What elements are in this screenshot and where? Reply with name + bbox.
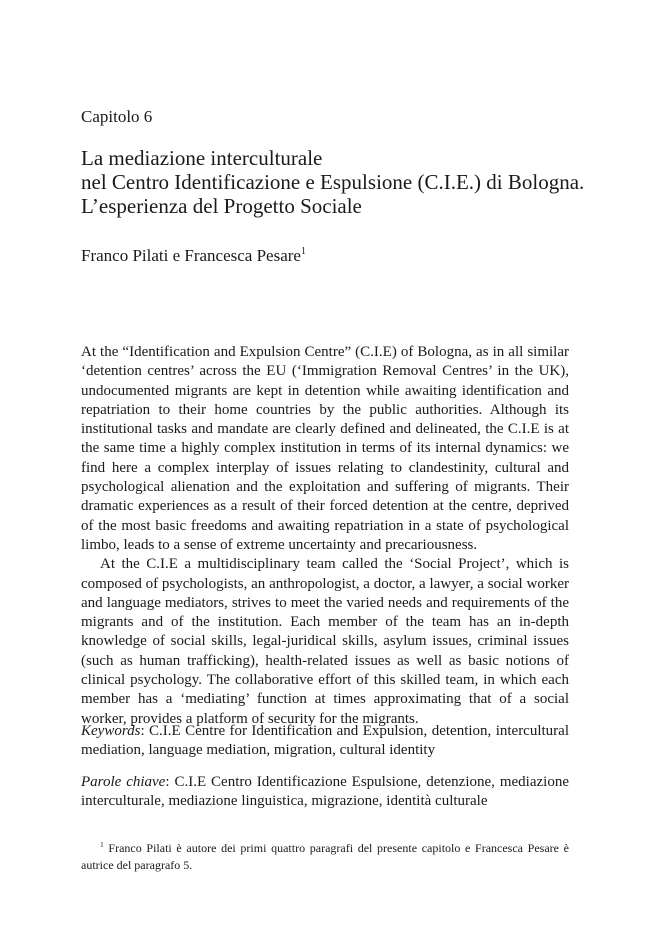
footnote-paragraph xyxy=(81,840,569,874)
chapter-label: Capitolo 6 xyxy=(81,107,153,126)
author-names: Franco Pilati e Francesca Pesare xyxy=(81,246,301,265)
chapter-title-line-2: nel Centro Identificazione e Espulsione (C.I.E.) di Bologna. xyxy=(81,170,585,194)
chapter-title-line-1: La mediazione interculturale xyxy=(81,146,323,170)
chapter-title xyxy=(81,146,585,218)
keywords xyxy=(81,722,569,761)
abstract xyxy=(81,343,569,729)
chapter-title-line-3: L’esperienza del Progetto Sociale xyxy=(81,194,362,218)
author-footnote-marker[interactable]: 1 xyxy=(300,246,306,257)
abstract-paragraph-2: At the C.I.E a multidisciplinary team called the ‘Social Project’, which is composed of psychologists, an anthropologist, a doctor, a lawyer, a social worker and language mediators, strives to meet the varied needs and requirements of the migrants and of the institution. Each member of the team has an in-depth knowledge of social skills, legal-juridical skills, asylum issues, criminal issues (such as human trafficking), health-related issues as well as basic notions of clinical psychology. The collaborative effort of this skilled team, in which each member has a ‘mediating’ function at times approximating that of a social worker, provides a platform of security for the migrants. xyxy=(81,556,569,727)
keywords-label: Keywords xyxy=(81,723,141,739)
authors xyxy=(81,246,306,266)
footnote-text: Franco Pilati è autore dei primi quattro paragrafi del presente capitolo e Francesca Pesare è autrice del paragrafo 5. xyxy=(81,841,569,872)
keywords-text: : C.I.E Centre for Identification and Expulsion, detention, intercultural mediation, language mediation, migration, cultural identity xyxy=(81,723,569,759)
parole-chiave-label: Parole chiave xyxy=(81,774,166,790)
parole-chiave xyxy=(81,773,569,812)
abstract-paragraph-1: At the “Identification and Expulsion Centre” (C.I.E) of Bologna, as in all similar ‘detention centres’ across the EU (‘Immigration Removal Centres’ in the UK), undocumented migrants are kept in detention while awaiting identification and repatriation to their home countries by the public authorities. Although its institutional tasks and mandate are clearly defined and delineated, the C.I.E is at the same time a highly complex institution in terms of its internal dynamics: we find here a complex interplay of issues relating to clandestinity, cultural and psychological alienation and the exploitation and suffering of migrants. Their dramatic experiences as a result of their forced detention at the centre, deprived of the most basic freedoms and awaiting repatriation in a state of psychological limbo, leads to a sense of extreme uncertainty and precariousness. xyxy=(81,344,569,553)
footnote xyxy=(81,840,569,874)
footnote-marker: 1 xyxy=(100,840,104,849)
parole-chiave-text: : C.I.E Centro Identificazione Espulsione, detenzione, mediazione interculturale, mediazione linguistica, migrazione, identità culturale xyxy=(81,774,569,810)
